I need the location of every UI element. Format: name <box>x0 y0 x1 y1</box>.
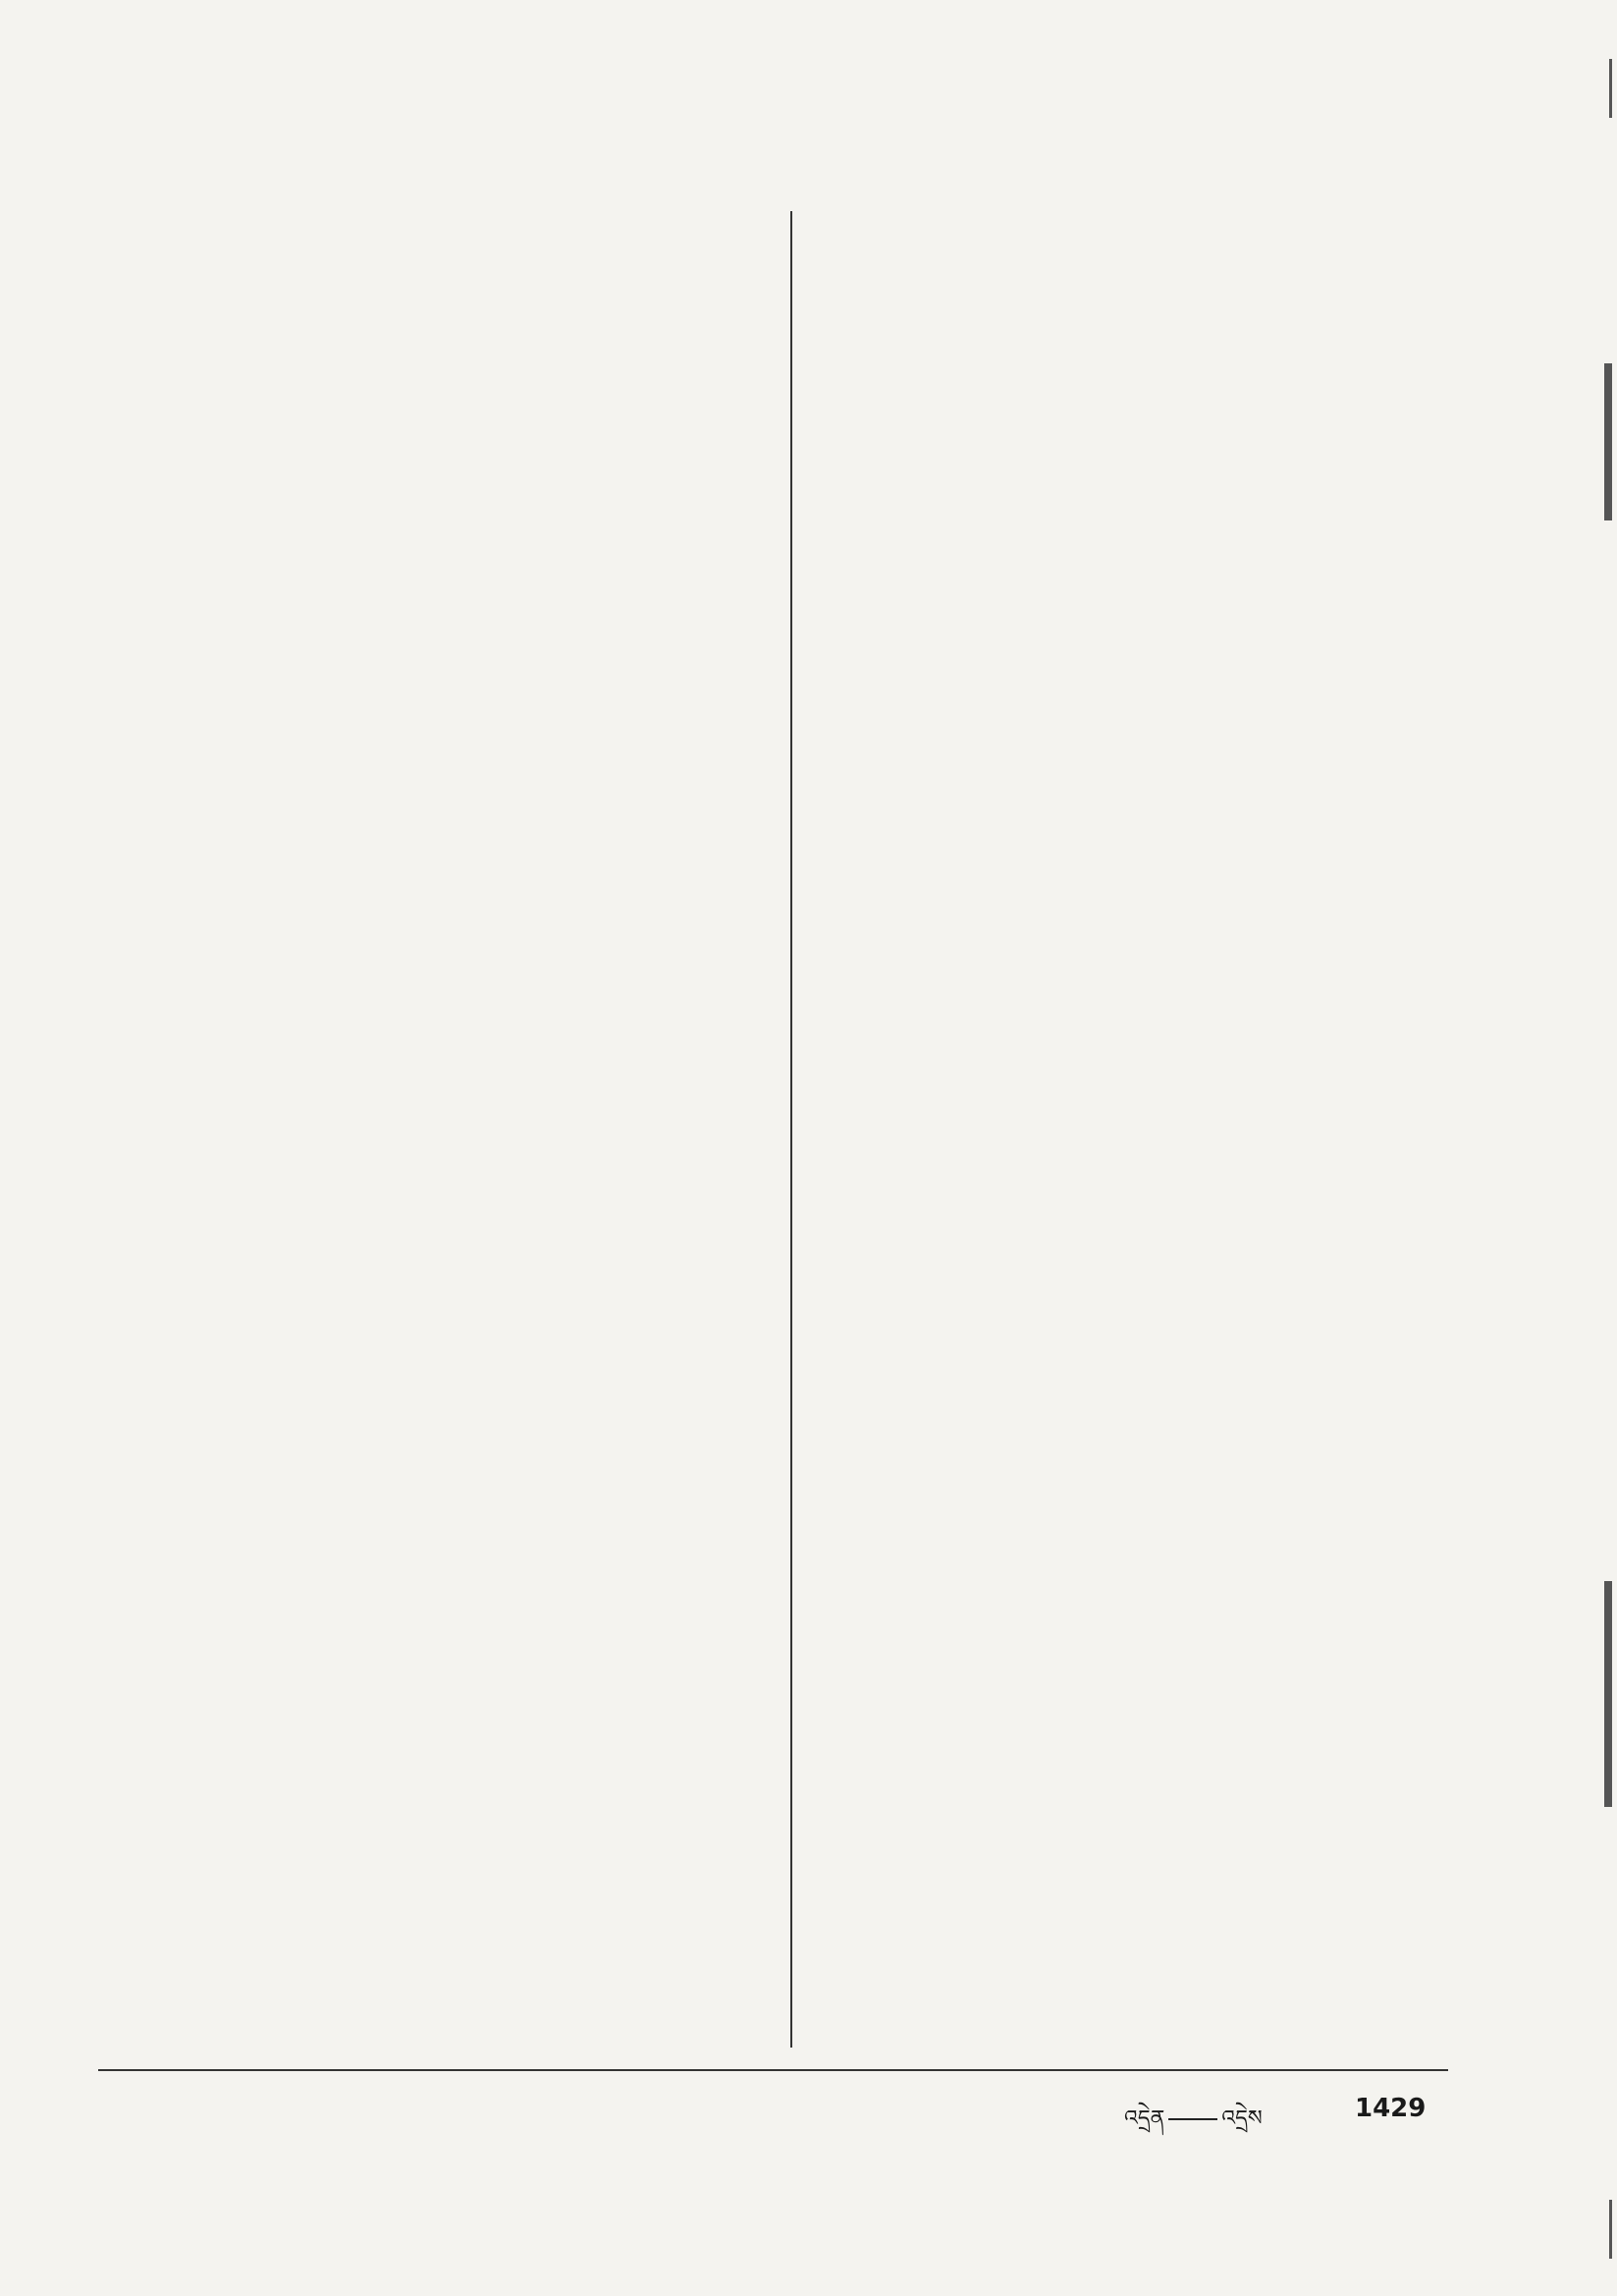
guide-start: འདྲེན <box>1124 2106 1165 2131</box>
scan-margin-marks <box>1558 0 1617 2296</box>
scan-mark <box>1609 59 1612 118</box>
footer-guide-words <box>1124 2094 1263 2155</box>
scan-mark <box>1609 2200 1612 2259</box>
left-column <box>108 177 776 2003</box>
guide-dash <box>1168 2118 1217 2120</box>
guide-end: འདྲེས <box>1221 2106 1263 2131</box>
scan-mark <box>1604 1581 1612 1807</box>
column-divider <box>790 211 792 2048</box>
right-column <box>817 177 1494 2003</box>
page-number: 1429 <box>1355 2094 1427 2123</box>
scan-mark <box>1604 363 1612 520</box>
page-bottom-rule <box>98 2069 1448 2071</box>
